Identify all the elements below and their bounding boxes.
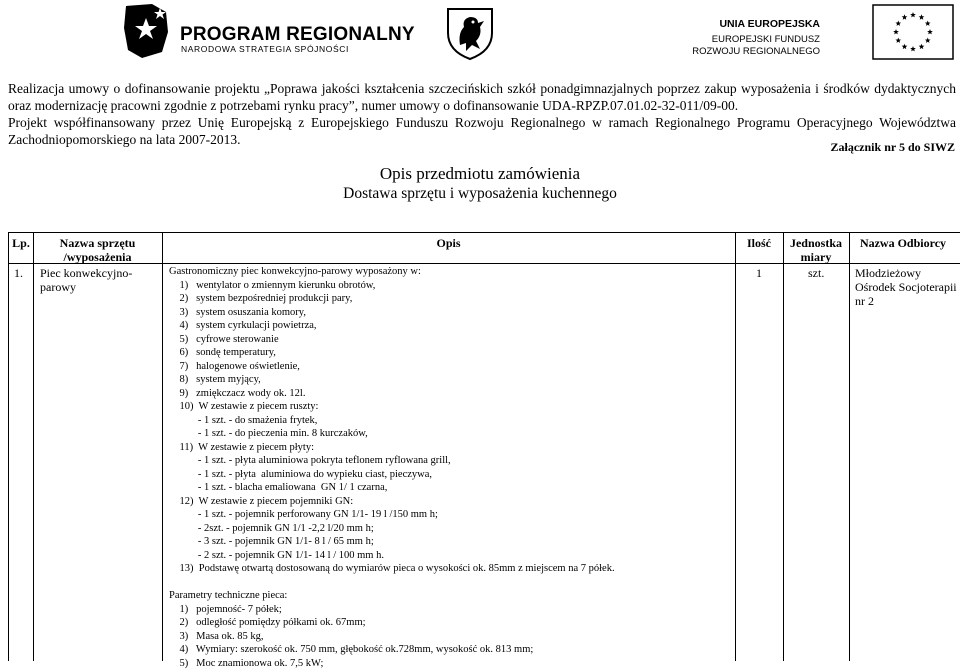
description-line: 12) W zestawie z piecem pojemniki GN: — [169, 495, 729, 509]
description-line: - 2szt. - pojemnik GN 1/1 -2,2 l/20 mm h; — [169, 522, 729, 536]
row-item-name: Piec konwekcyjno-parowy — [40, 266, 150, 294]
description-line: - 1 szt. - do pieczenia min. 8 kurczaków, — [169, 427, 729, 441]
description-line: 1) wentylator o zmiennym kierunku obrotów, — [169, 279, 729, 293]
page-header — [0, 0, 960, 66]
table-border-top — [8, 232, 960, 233]
header-lp: Lp. — [8, 236, 34, 250]
description-line: - 1 szt. - płyta aluminiowa do wypieku ciast, pieczywa, — [169, 468, 729, 482]
row-recipient: Młodzieżowy Ośrodek Socjoterapii nr 2 — [855, 266, 959, 308]
program-regionalny-logo — [122, 2, 332, 62]
description-line: 5) Moc znamionowa ok. 7,5 kW; — [169, 657, 729, 670]
header-item-name: Nazwa sprzętu /wyposażenia — [33, 236, 162, 264]
table-col-divider — [162, 232, 163, 661]
intro-paragraph-contract: Realizacja umowy o dofinansowanie projektu „Poprawa jakości kształcenia szczecińskich szkół ponadgimnazjalnych poprzez zakup wyposażenia i środków dydaktycznych oraz modernizację pracowni zgodnie z potrzebami rynku pracy”, numer umowy o dofinansowanie UDA-RPZP.07.01.02-32-011/09-00. — [8, 80, 956, 114]
description-line: 2) system bezpośredniej produkcji pary, — [169, 292, 729, 306]
header-recipient: Nazwa Odbiorcy — [849, 236, 957, 250]
description-line: 5) cyfrowe sterowanie — [169, 333, 729, 347]
description-line: - 1 szt. - do smażenia frytek, — [169, 414, 729, 428]
table-col-divider — [33, 232, 34, 661]
description-line: - 3 szt. - pojemnik GN 1/1- 8 l / 65 mm h; — [169, 535, 729, 549]
description-line: - 1 szt. - blacha emaliowana GN 1/ 1 czarna, — [169, 481, 729, 495]
row-unit: szt. — [808, 266, 824, 280]
document-title: Opis przedmiotu zamówienia — [0, 164, 960, 184]
description-line: 2) odległość pomiędzy półkami ok. 67mm; — [169, 616, 729, 630]
eu-fund-line: EUROPEJSKI FUNDUSZ — [712, 34, 820, 45]
description-line: 9) zmiękczacz wody ok. 12l. — [169, 387, 729, 401]
eu-fund-line-2: ROZWOJU REGIONALNEGO — [692, 46, 820, 57]
table-border-left — [8, 232, 9, 661]
description-line: 1) pojemność- 7 półek; — [169, 603, 729, 617]
description-line: 3) Masa ok. 85 kg, — [169, 630, 729, 644]
description-line: - 1 szt. - płyta aluminiowa pokryta teflonem ryflowana grill, — [169, 454, 729, 468]
description-line: - 2 szt. - pojemnik GN 1/1- 14 l / 100 mm h. — [169, 549, 729, 563]
intro-paragraph-funding: Projekt współfinansowany przez Unię Europejską z Europejskiego Funduszu Rozwoju Regionalnego w ramach Regionalnego Programu Operacyjnego Województwa Zachodniopomorskiego na lata 2007-2013. — [8, 114, 956, 148]
griffin-crest-icon — [442, 5, 498, 61]
eu-title: UNIA EUROPEJSKA — [719, 18, 820, 30]
description-line: 6) sondę temperatury, — [169, 346, 729, 360]
row-description — [169, 265, 729, 670]
poland-map-icon — [122, 2, 172, 60]
description-line: - 1 szt. - pojemnik perforowany GN 1/1- 19 l /150 mm h; — [169, 508, 729, 522]
description-line: 13) Podstawę otwartą dostosowaną do wymiarów pieca o wysokości ok. 85mm z miejscem na 7 półek. — [169, 562, 729, 576]
table-col-divider — [735, 232, 736, 661]
description-line: Gastronomiczny piec konwekcyjno-parowy wyposażony w: — [169, 265, 729, 279]
row-lp: 1. — [14, 266, 23, 280]
program-subtitle: NARODOWA STRATEGIA SPÓJNOŚCI — [181, 44, 349, 54]
description-line: 11) W zestawie z piecem płyty: — [169, 441, 729, 455]
description-line: 7) halogenowe oświetlenie, — [169, 360, 729, 374]
eu-text-block — [610, 18, 820, 62]
description-line: 3) system osuszania komory, — [169, 306, 729, 320]
program-title: PROGRAM REGIONALNY — [180, 24, 415, 46]
description-line: Parametry techniczne pieca: — [169, 589, 729, 603]
table-col-divider — [783, 232, 784, 661]
eu-flag-icon — [872, 4, 954, 60]
header-description: Opis — [162, 236, 735, 250]
description-line: 8) system myjący, — [169, 373, 729, 387]
header-quantity: Ilość — [735, 236, 783, 250]
header-unit: Jednostka miary — [783, 236, 849, 264]
document-subtitle: Dostawa sprzętu i wyposażenia kuchennego — [0, 185, 960, 203]
row-quantity: 1 — [756, 266, 762, 280]
description-line: 4) Wymiary: szerokość ok. 750 mm, głębokość ok.728mm, wysokość ok. 813 mm; — [169, 643, 729, 657]
description-line: 4) system cyrkulacji powietrza, — [169, 319, 729, 333]
attachment-label: Załącznik nr 5 do SIWZ — [831, 140, 955, 155]
table-col-divider — [849, 232, 850, 661]
intro-text — [8, 80, 956, 148]
description-line: 10) W zestawie z piecem ruszty: — [169, 400, 729, 414]
description-line — [169, 576, 729, 590]
